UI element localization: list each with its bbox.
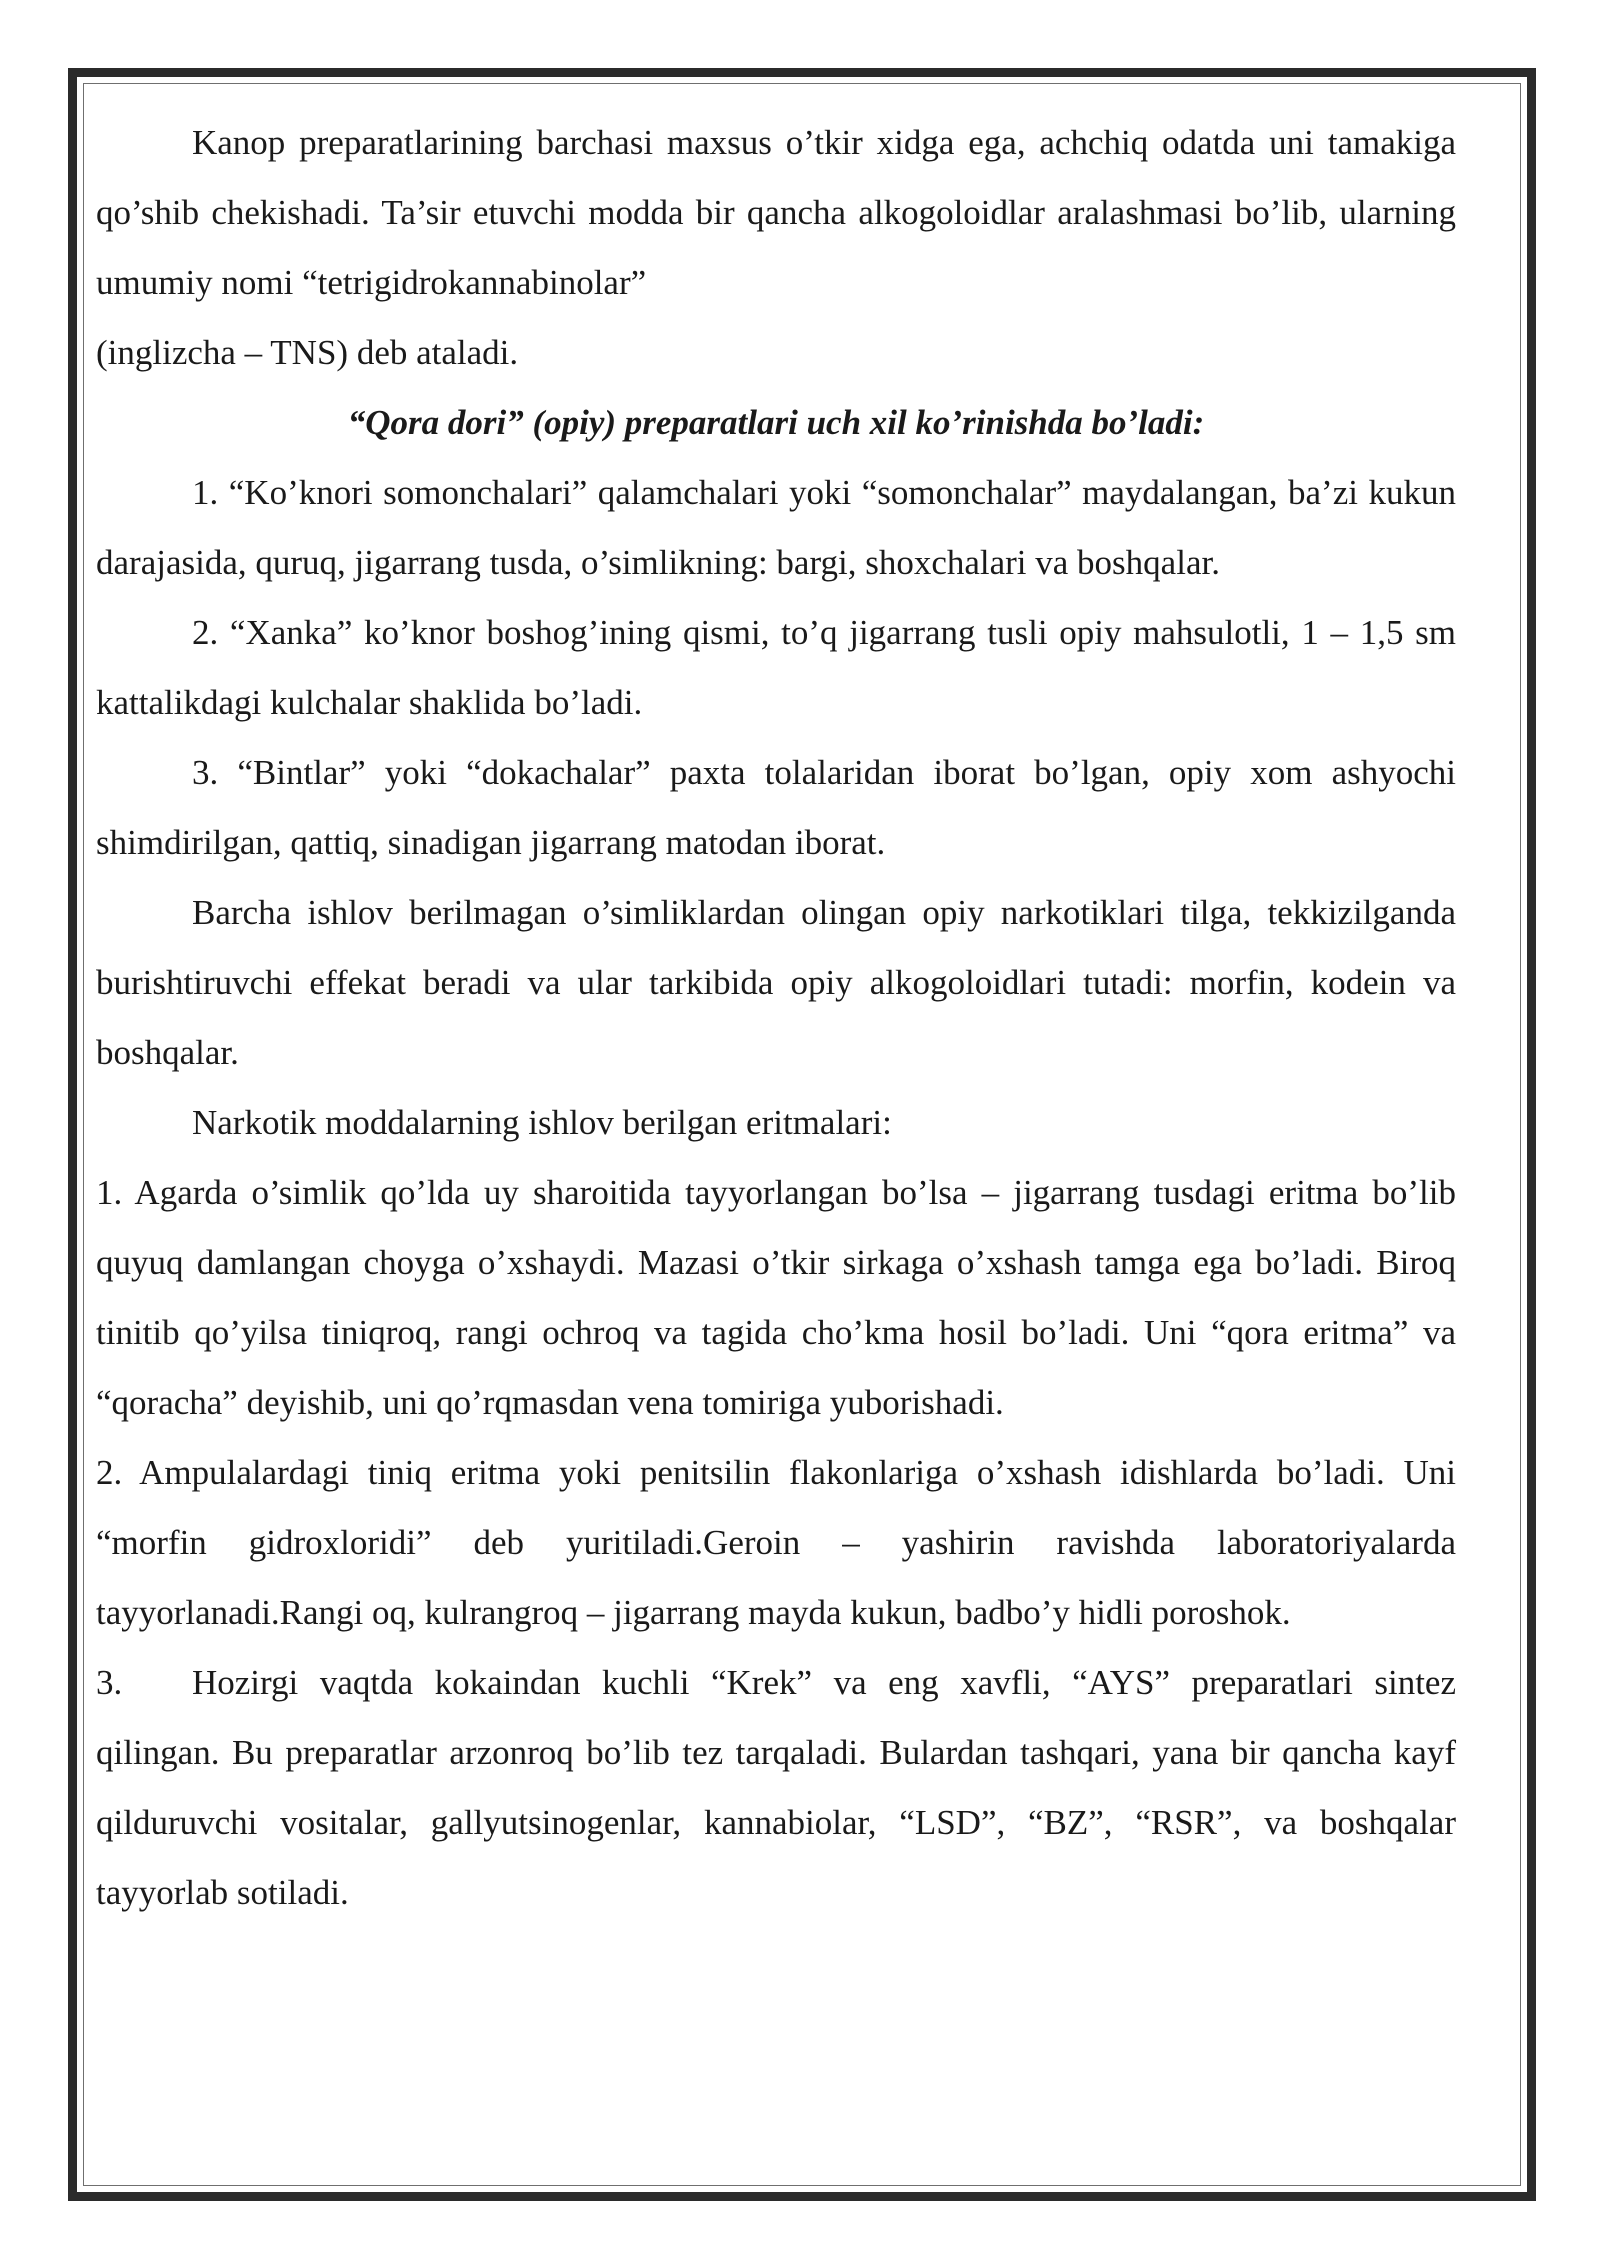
processed-item-3-text: Hozirgi vaqtda kokaindan kuchli “Krek” va eng xavfli, “AYS” preparatlari sintez qilingan. Bu preparatlar arzonroq bo’lib tez tarqaladi. Bulardan tashqari, yana bir qancha kayf qilduruvchi vositalar, gallyutsinogenlar, kannabiolar, “LSD”, “BZ”, “RSR”, va boshqalar tayyorlab sotiladi.: [96, 1663, 1456, 1912]
opium-item-2: 2. “Xanka” ko’knor boshog’ining qismi, to’q jigarrang tusli opiy mahsulotli, 1 – 1,5 sm kattalikdagi kulchalar shaklida bo’ladi.: [96, 613, 1456, 722]
processed-item-1: 1. Agarda o’simlik qo’lda uy sharoitida tayyorlangan bo’lsa – jigarrang tusdagi eritma bo’lib quyuq damlangan choyga o’xshaydi. Mazasi o’tkir sirkaga o’xshash tamga ega bo’ladi. Biroq tinitib qo’yilsa tiniqroq, rangi ochroq va tagida cho’kma hosil bo’ladi. Uni “qora eritma” va “qoracha” deyishib, uni qo’rqmasdan vena tomiriga yuborishadi.: [96, 1173, 1456, 1422]
document-body: [96, 108, 1456, 1928]
section-heading: “Qora dori” (opiy) preparatlari uch xil ko’rinishda bo’ladi:: [347, 403, 1205, 442]
opium-item-1: 1. “Ko’knori somonchalari” qalamchalari yoki “somonchalar” maydalangan, ba’zi kukun darajasida, quruq, jigarrang tusda, o’simlikning: bargi, shoxchalari va boshqalar.: [96, 473, 1456, 582]
paragraph-intro: Kanop preparatlarining barchasi maxsus o’tkir xidga ega, achchiq odatda uni tamakiga qo’shib chekishadi. Ta’sir etuvchi modda bir qancha alkogoloidlar aralashmasi bo’lib, ularning umumiy nomi “tetrigidrokannabinolar”: [96, 123, 1456, 302]
processed-item-2: 2. Ampulalardagi tiniq eritma yoki penitsilin flakonlariga o’xshash idishlarda bo’ladi. Uni “morfin gidroxloridi” deb yuritiladi.Geroin – yashirin ravishda laboratoriyalarda tayyorlanadi.Rangi oq, kulrangroq – jigarrang mayda kukun, badbo’y hidli poroshok.: [96, 1453, 1456, 1632]
paragraph-intro-continuation: (inglizcha – TNS) deb ataladi.: [96, 333, 519, 372]
processed-item-3: [96, 1648, 1456, 1928]
paragraph-processed-intro: Narkotik moddalarning ishlov berilgan eritmalari:: [192, 1103, 892, 1142]
paragraph-unprocessed: Barcha ishlov berilmagan o’simliklardan olingan opiy narkotiklari tilga, tekkizilganda burishtiruvchi effekat beradi va ular tarkibida opiy alkogoloidlari tutadi: morfin, kodein va boshqalar.: [96, 893, 1456, 1072]
processed-item-3-number: 3.: [96, 1663, 123, 1702]
opium-item-3: 3. “Bintlar” yoki “dokachalar” paxta tolalaridan iborat bo’lgan, opiy xom ashyochi shimdirilgan, qattiq, sinadigan jigarrang matodan iborat.: [96, 753, 1456, 862]
